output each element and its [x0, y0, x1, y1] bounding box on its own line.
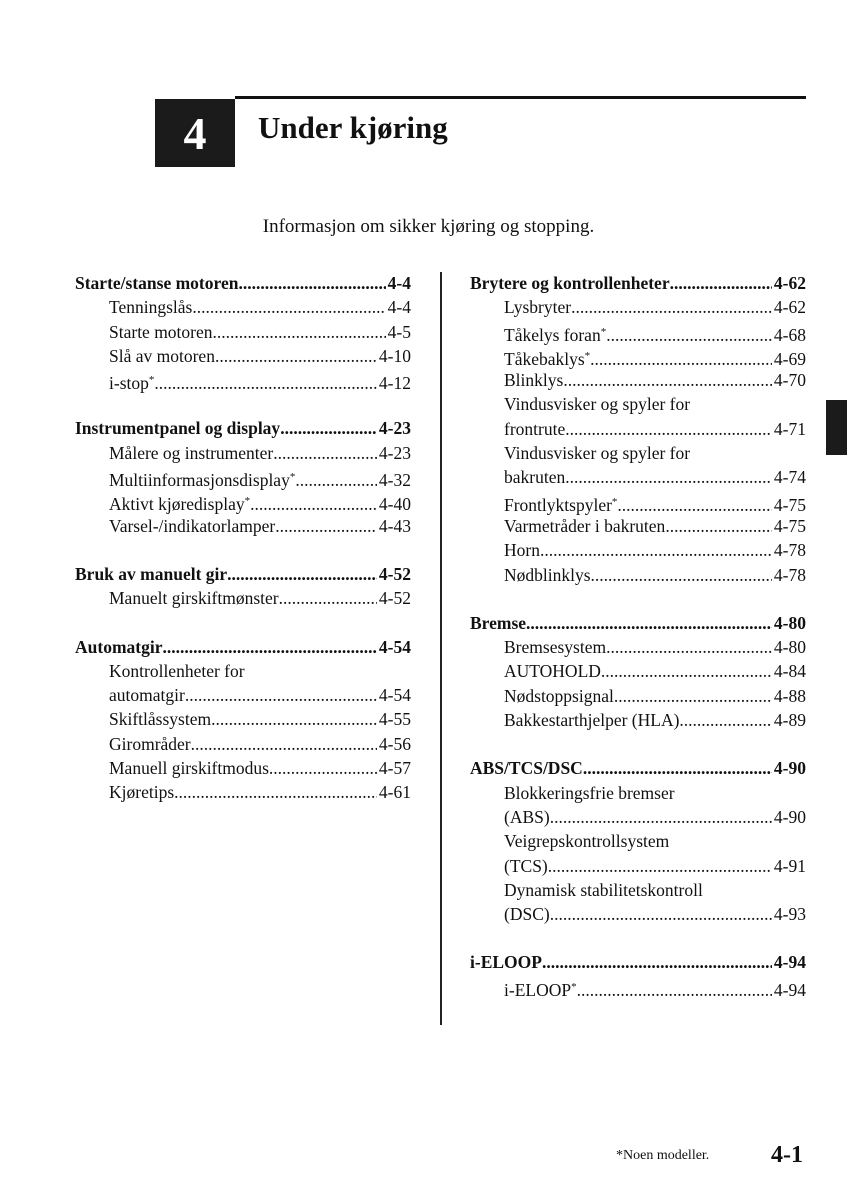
toc-entry[interactable]: [470, 368, 806, 392]
toc-entry[interactable]: [75, 295, 411, 319]
toc-entry-label-wrap: [504, 635, 606, 659]
toc-dot-leader: [571, 295, 772, 319]
toc-page-ref: 4-89: [773, 710, 806, 731]
toc-page-ref: 4-80: [773, 637, 806, 658]
toc-section-heading[interactable]: [470, 756, 806, 780]
toc-dot-leader: [192, 295, 385, 319]
toc-page-ref: 4-91: [773, 855, 806, 876]
toc-dot-leader: [213, 320, 386, 344]
toc-entry-line[interactable]: [470, 441, 806, 465]
toc-dot-leader: [211, 707, 377, 731]
toc-entry-label: AUTOHOLD: [504, 661, 601, 682]
toc-dot-leader: [280, 416, 377, 440]
toc-dot-leader: [279, 586, 377, 610]
toc-page-ref: 4-68: [773, 324, 806, 345]
chapter-header-rule: [235, 96, 806, 99]
toc-page-ref: 4-74: [773, 467, 806, 488]
toc-dot-leader: [191, 732, 377, 756]
toc-entry[interactable]: [470, 854, 806, 878]
toc-entry-text: Kontrollenheter for: [109, 660, 245, 681]
toc-entry-label: Tåkebaklys: [504, 348, 585, 369]
toc-entry[interactable]: [470, 320, 806, 344]
column-divider: [440, 272, 442, 1025]
toc-entry[interactable]: [75, 514, 411, 538]
toc-entry-label-wrap: [109, 441, 273, 465]
toc-dot-leader: [670, 271, 772, 295]
toc-page-ref: 4-52: [378, 588, 411, 609]
toc-entry[interactable]: [470, 417, 806, 441]
toc-entry-label-wrap: [109, 780, 174, 804]
toc-entry-label: Manuelt girskiftmønster: [109, 588, 279, 609]
toc-section-heading[interactable]: [75, 562, 411, 586]
toc-page-ref: 4-4: [387, 273, 411, 293]
toc-entry-text: Dynamisk stabilitetskontroll: [504, 879, 703, 900]
chapter-intro: Informasjon om sikker kjøring og stopping.: [262, 216, 595, 237]
toc-section: [470, 611, 806, 732]
toc-entry-label: Girområder: [109, 733, 191, 754]
toc-entry-label-wrap: [504, 854, 548, 878]
toc-entry-label-wrap: [109, 683, 185, 707]
toc-section: [75, 635, 411, 805]
toc-page-ref: 4-93: [773, 904, 806, 925]
toc-dot-leader: [577, 978, 772, 1002]
toc-section: [470, 271, 806, 587]
toc-entry-label-wrap: [504, 563, 591, 587]
toc-entry[interactable]: [75, 683, 411, 707]
footnote-star: *: [584, 349, 591, 362]
chapter-side-tab: [826, 400, 847, 455]
toc-entry-label: automatgir: [109, 685, 185, 706]
toc-page-ref: 4-23: [378, 442, 411, 463]
toc-entry[interactable]: [75, 368, 411, 392]
toc-section: [75, 416, 411, 537]
toc-page-ref: 4-78: [773, 540, 806, 561]
toc-entry[interactable]: [470, 805, 806, 829]
toc-section-title: Bruk av manuelt gir: [75, 563, 228, 584]
toc-section-heading[interactable]: [470, 611, 806, 635]
toc-section-title: i-ELOOP: [470, 952, 542, 973]
toc-entry-label: Multiinformasjonsdisplay: [109, 470, 290, 491]
toc-entry-label: Lysbryter: [504, 297, 572, 318]
toc-page-ref: 4-94: [773, 979, 806, 1000]
toc-dot-leader: [215, 344, 377, 368]
toc-entry-label: Kjøretips: [109, 782, 175, 803]
toc-entry-label-wrap: [109, 586, 279, 610]
toc-entry-label: frontrute: [504, 418, 566, 439]
toc-dot-leader: [269, 756, 377, 780]
toc-entry[interactable]: [470, 465, 806, 489]
toc-entry[interactable]: [470, 902, 806, 926]
toc-entry-label: Tenningslås: [109, 297, 193, 318]
toc-entry[interactable]: [75, 756, 411, 780]
toc-dot-leader: [550, 902, 772, 926]
toc-entry-label-wrap: [504, 684, 614, 708]
toc-entry-label: Bremsesystem: [504, 637, 607, 658]
toc-page-ref: 4-55: [378, 709, 411, 730]
toc-entry-label: Bakkestarthjelper (HLA): [504, 710, 680, 731]
toc-entry-label-wrap: [504, 417, 565, 441]
toc-entry-label: (TCS): [504, 855, 548, 876]
toc-dot-leader: [583, 756, 772, 780]
toc-entry-label-wrap: [109, 295, 192, 319]
toc-entry-label: i-stop: [109, 373, 149, 394]
toc-page-ref: 4-52: [378, 563, 411, 584]
footnote-star: *: [244, 495, 251, 508]
toc-section-title: Brytere og kontrollenheter: [470, 273, 670, 293]
toc-entry-label-wrap: [504, 368, 563, 392]
toc-entry-label-wrap: [504, 538, 540, 562]
toc-entry-label: Frontlyktspyler: [504, 494, 612, 515]
toc-entry-label-wrap: [504, 320, 606, 347]
toc-dot-leader: [606, 635, 772, 659]
toc-entry[interactable]: [75, 320, 411, 344]
toc-entry[interactable]: [470, 490, 806, 514]
toc-left-column: [75, 271, 411, 829]
toc-entry-label: Blinklys: [504, 370, 564, 391]
toc-entry-label: (ABS): [504, 806, 550, 827]
toc-entry[interactable]: [75, 441, 411, 465]
toc-dot-leader: [591, 563, 772, 587]
toc-entry-label: Nødblinklys: [504, 564, 591, 585]
toc-page-ref: 4-80: [773, 612, 806, 633]
toc-entry-label-wrap: [504, 805, 550, 829]
toc-section-heading[interactable]: [75, 635, 411, 659]
toc-entry-label-wrap: [109, 320, 213, 344]
toc-section-heading[interactable]: [75, 416, 411, 440]
toc-page-ref: 4-32: [378, 470, 411, 491]
toc-dot-leader: [275, 514, 377, 538]
toc-entry-label-wrap: [109, 514, 275, 538]
toc-entry-label: Målere og instrumenter: [109, 442, 274, 463]
toc-entry-label: Manuell girskiftmodus: [109, 758, 269, 779]
toc-entry-text: Vindusvisker og spyler for: [504, 394, 691, 415]
toc-page-ref: 4-62: [773, 297, 806, 318]
toc-entry[interactable]: [470, 659, 806, 683]
toc-entry-label-wrap: [504, 708, 679, 732]
toc-page-ref: 4-84: [773, 661, 806, 682]
toc-page-ref: 4-56: [378, 733, 411, 754]
toc-entry[interactable]: [470, 635, 806, 659]
toc-page-ref: 4-78: [773, 564, 806, 585]
toc-page-ref: 4-71: [773, 418, 806, 439]
toc-entry[interactable]: [75, 489, 411, 513]
toc-entry[interactable]: [75, 344, 411, 368]
toc-entry-label: Starte motoren: [109, 321, 213, 342]
toc-entry-label: Varsel-/indikatorlamper: [109, 515, 276, 536]
toc-entry-label-wrap: [504, 514, 665, 538]
toc-page-ref: 4-62: [773, 273, 806, 293]
toc-entry[interactable]: [75, 732, 411, 756]
footnote-star: *: [289, 471, 296, 484]
toc-entry[interactable]: [75, 465, 411, 489]
toc-dot-leader: [563, 368, 772, 392]
toc-entry-label-wrap: [109, 465, 295, 492]
toc-dot-leader: [550, 805, 772, 829]
toc-entry[interactable]: [470, 295, 806, 319]
toc-entry-label: Slå av motoren: [109, 345, 215, 366]
toc-entry-label: Tåkelys foran: [504, 324, 601, 345]
toc-page-ref: 4-57: [378, 758, 411, 779]
toc-entry[interactable]: [470, 708, 806, 732]
toc-entry-text: Vindusvisker og spyler for: [504, 443, 691, 464]
chapter-title: Under kjøring: [258, 110, 448, 145]
toc-dot-leader: [273, 441, 377, 465]
toc-entry-label-wrap: [504, 902, 550, 926]
toc-dot-leader: [162, 635, 376, 659]
toc-entry-label-wrap: [109, 489, 250, 516]
toc-entry-label: Varmetråder i bakruten: [504, 515, 666, 536]
toc-section-heading[interactable]: [470, 271, 806, 295]
toc-entry[interactable]: [470, 563, 806, 587]
toc-entry-label-wrap: [109, 344, 215, 368]
toc-page-ref: 4-54: [378, 685, 411, 706]
toc-dot-leader: [542, 950, 772, 974]
toc-section-title: ABS/TCS/DSC: [470, 758, 583, 779]
toc-dot-leader: [679, 708, 772, 732]
toc-entry-label-wrap: [109, 368, 154, 395]
toc-dot-leader: [238, 271, 385, 295]
toc-page-ref: 4-90: [773, 806, 806, 827]
toc-entry[interactable]: [75, 780, 411, 804]
toc-entry[interactable]: [75, 707, 411, 731]
toc-dot-leader: [606, 323, 772, 347]
toc-entry-label-wrap: [504, 490, 617, 517]
toc-page-ref: 4-88: [773, 685, 806, 706]
toc-entry-label: Skiftlåssystem: [109, 709, 212, 730]
toc-page-ref: 4-40: [378, 494, 411, 515]
toc-entry-label-wrap: [504, 344, 590, 371]
toc-section-title: Instrumentpanel og display: [75, 418, 281, 439]
toc-page-ref: 4-70: [773, 370, 806, 391]
toc-page-ref: 4-4: [387, 297, 411, 318]
toc-section-heading[interactable]: [75, 271, 411, 295]
toc-entry-label: i-ELOOP: [504, 979, 572, 1000]
toc-entry-line[interactable]: [470, 878, 806, 902]
toc-page-ref: 4-23: [378, 418, 411, 439]
toc-entry-label: Nødstoppsignal: [504, 685, 614, 706]
toc-entry-label: bakruten: [504, 467, 566, 488]
toc-entry-text: Veigrepskontrollsystem: [504, 831, 670, 852]
toc-dot-leader: [185, 683, 377, 707]
toc-dot-leader: [565, 417, 772, 441]
toc-entry-label: (DSC): [504, 904, 550, 925]
toc-entry-line[interactable]: [75, 659, 411, 683]
toc-dot-leader: [540, 538, 772, 562]
toc-page-ref: 4-5: [387, 321, 411, 342]
toc-entry-label-wrap: [109, 707, 211, 731]
footnote: *Noen modeller.: [616, 1148, 710, 1163]
toc-page-ref: 4-75: [773, 494, 806, 515]
toc-entry[interactable]: [75, 586, 411, 610]
toc-entry-text: Blokkeringsfrie bremser: [504, 782, 675, 803]
toc-entry[interactable]: [470, 684, 806, 708]
toc-entry-label: Aktivt kjøredisplay: [109, 494, 245, 515]
toc-dot-leader: [665, 514, 772, 538]
toc-entry-label: Horn: [504, 540, 540, 561]
toc-section-title: Starte/stanse motoren: [75, 273, 239, 293]
toc-section: [75, 562, 411, 611]
toc-page-ref: 4-90: [773, 758, 806, 779]
footnote-star: *: [600, 325, 607, 338]
page-number: 4-1: [771, 1142, 803, 1168]
chapter-number: 4: [183, 107, 207, 159]
toc-dot-leader: [227, 562, 377, 586]
toc-entry[interactable]: [470, 514, 806, 538]
toc-entry-line[interactable]: [470, 781, 806, 805]
toc-dot-leader: [601, 659, 772, 683]
toc-entry-label-wrap: [504, 295, 571, 319]
toc-entry[interactable]: [470, 344, 806, 368]
toc-section: [470, 756, 806, 926]
chapter-number-box: [155, 99, 235, 167]
toc-dot-leader: [526, 611, 772, 635]
toc-section: [470, 950, 806, 999]
toc-page-ref: 4-10: [378, 345, 411, 366]
toc-page-ref: 4-94: [773, 952, 806, 973]
toc-page-ref: 4-75: [773, 515, 806, 536]
footnote-star: *: [611, 495, 618, 508]
toc-entry-label-wrap: [109, 756, 269, 780]
toc-entry[interactable]: [470, 538, 806, 562]
toc-page-ref: 4-61: [378, 782, 411, 803]
toc-right-column: [470, 271, 806, 1023]
toc-dot-leader: [174, 780, 377, 804]
toc-page-ref: 4-54: [378, 636, 411, 657]
toc-entry-line[interactable]: [470, 829, 806, 853]
toc-entry-line[interactable]: [470, 392, 806, 416]
toc-section-title: Automatgir: [75, 636, 163, 657]
toc-dot-leader: [565, 465, 772, 489]
toc-page-ref: 4-69: [773, 348, 806, 369]
footnote-star: *: [571, 980, 577, 993]
toc-dot-leader: [614, 684, 772, 708]
toc-entry-label-wrap: [109, 732, 191, 756]
toc-entry-label-wrap: [504, 465, 565, 489]
toc-page-ref: 4-43: [378, 515, 411, 536]
toc-page-ref: 4-12: [378, 373, 411, 394]
toc-section-heading[interactable]: [470, 950, 806, 974]
footnote-star: *: [148, 374, 155, 387]
toc-section-title: Bremse: [470, 612, 527, 633]
toc-entry[interactable]: [470, 975, 806, 999]
toc-entry-label-wrap: [504, 659, 601, 683]
toc-dot-leader: [154, 371, 377, 395]
toc-dot-leader: [548, 854, 772, 878]
toc-entry-label-wrap: [504, 975, 577, 1002]
toc-dot-leader: [295, 468, 377, 492]
toc-section: [75, 271, 411, 392]
